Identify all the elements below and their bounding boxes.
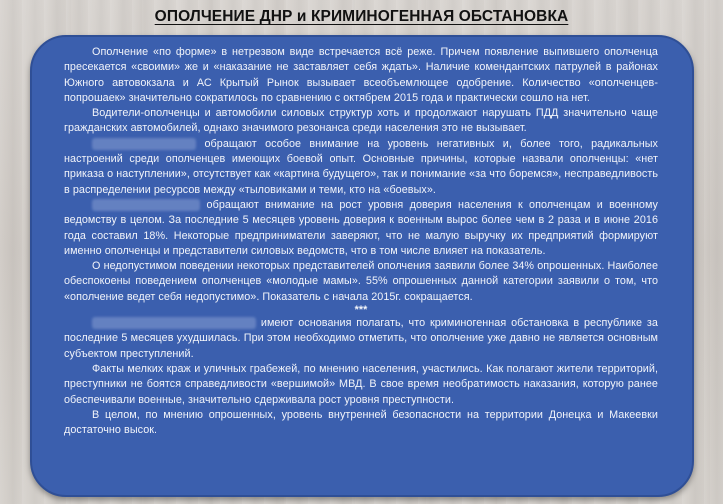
paragraph-text: Факты мелких краж и уличных грабежей, по мнению населения, участились. Как полагают жители территорий, преступники не боятся справедливости «вершимой» МВД. В свое время необратимость наказания, которую ранее обеспечивали военные, значительно сдерживала рост уровня преступности. [64,362,658,406]
paragraph-8 [64,408,658,439]
paragraph-text: обращают внимание на рост уровня доверия населения к ополченцам и военному ведомству в целом. За последние 5 месяцев уровень доверия к военным вырос более чем в 2 раза и в июне 2016 года составил 18%. Некоторые предприниматели заверяют, что не малую выручку их предприятий формируют именно ополченцы и представители силовых ведомств, что в том числе влияет на показатель. [64,198,658,257]
paragraph-text: обращают особое внимание на уровень негативных и, более того, радикальных настроений среди ополченцев имеющих боевой опыт. Основные причины, которые назвали ополченцы: «нет приказа о наступлении», отсутствует как «картина будущего», так и понимание «за что боремся», несправедливость в распределении ресурсов между «тыловиками и теми, кто на «боевых». [64,137,659,196]
paragraph-text: В целом, по мнению опрошенных, уровень внутренней безопасности на территории Донецка и Макеевки достаточно высок. [64,408,658,437]
redacted-source [92,317,256,329]
paragraph-text: имеют основания полагать, что криминогенная обстановка в республике за последние 5 месяцев ухудшилась. При этом необходимо отметить, что ополчение уже давно не является основным субъектом преступлений. [64,317,658,360]
page-title: ОПОЛЧЕНИЕ ДНР и КРИМИНОГЕННАЯ ОБСТАНОВКА [154,8,569,25]
paragraph-5 [64,259,658,305]
paragraph-6 [64,316,658,362]
paragraph-2 [64,106,658,137]
paragraph-7 [64,362,658,408]
redacted-source [92,199,200,211]
text-panel [30,35,694,497]
paragraph-3 [64,137,658,198]
paragraph-text: О недопустимом поведении некоторых представителей ополчения заявили более 34% опрошенных. Наиболее обеспокоены поведением ополченцев «молодые мамы». 55% опрошенных данной категории заявили о том, что «ополчение ведет себя недопустимо». Показатель с начала 2015г. сокращается. [64,260,658,303]
paragraph-4 [64,198,658,259]
paragraph-text: Ополчение «по форме» в нетрезвом виде встречается всё реже. Причем появление выпившего ополченца пресекается «своими» же и «наказание не заставляет себя ждать». Наличие комендантских патрулей в районах Южного автовокзала и АС Крытый Рынок вызывает всеобъемлющее одобрение. Количество «ополченцев-попрошаек» значительно сократилось по сравнению с октябрем 2015 года и практически сошло на нет. [64,46,658,104]
section-separator: *** [354,304,368,317]
paragraph-1 [64,45,658,106]
paragraph-text: Водители-ополченцы и автомобили силовых структур хоть и продолжают нарушать ПДД значительно чаще гражданских автомобилей, однако значимого резонанса среди населения это не вызывает. [64,107,658,135]
redacted-source [92,138,196,150]
